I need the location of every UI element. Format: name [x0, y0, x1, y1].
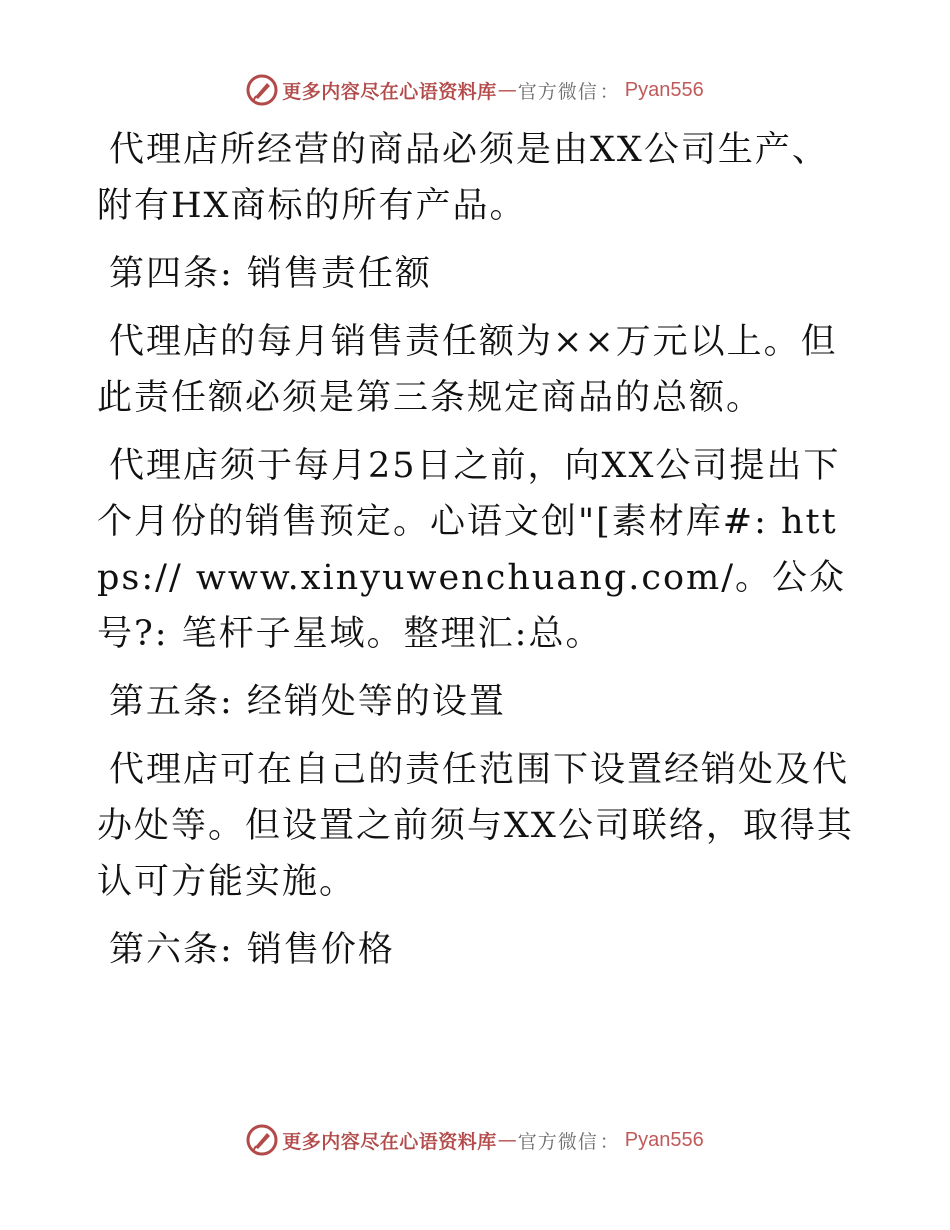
- document-body: [97, 122, 857, 990]
- heading-article-5: 第五条: 经销处等的设置: [109, 682, 506, 722]
- banner-dash: —: [497, 1129, 517, 1151]
- banner-dash: —: [497, 79, 517, 101]
- banner-wechat-id: Pyan556: [624, 1128, 704, 1151]
- paragraph-sales-quota: 代理店的每月销售责任额为××万元以上。但此责任额必须是第三条规定商品的总额。: [97, 322, 838, 418]
- paragraph-sales-forecast: 代理店须于每月25日之前，向XX公司提出下个月份的销售预定。心语文创"[素材库#: https:// www.xinyuwenchuang.com/。公众号?: 笔杆子星域。整理汇:总。: [97, 446, 846, 654]
- footer-banner: [0, 1120, 950, 1160]
- quill-logo-icon: [246, 1124, 278, 1156]
- heading-article-6: 第六条: 销售价格: [109, 930, 395, 970]
- heading-article-4: 第四条: 销售责任额: [109, 254, 432, 294]
- banner-main-text: 更多内容尽在心语资料库: [282, 1130, 497, 1153]
- banner-separator: ：: [599, 80, 619, 103]
- header-banner: [0, 70, 950, 110]
- banner-main-text: 更多内容尽在心语资料库: [282, 80, 497, 103]
- paragraph-branch-setup: 代理店可在自己的责任范围下设置经销处及代办处等。但设置之前须与XX公司联络，取得其认可方能实施。: [97, 750, 854, 902]
- banner-separator: ：: [599, 1130, 619, 1153]
- banner-sub-text: 官方微信: [517, 1130, 598, 1153]
- paragraph-products: 代理店所经营的商品必须是由XX公司生产、附有HX商标的所有产品。: [97, 130, 829, 226]
- quill-logo-icon: [246, 74, 278, 106]
- banner-sub-text: 官方微信: [517, 80, 598, 103]
- banner-wechat-id: Pyan556: [624, 78, 704, 101]
